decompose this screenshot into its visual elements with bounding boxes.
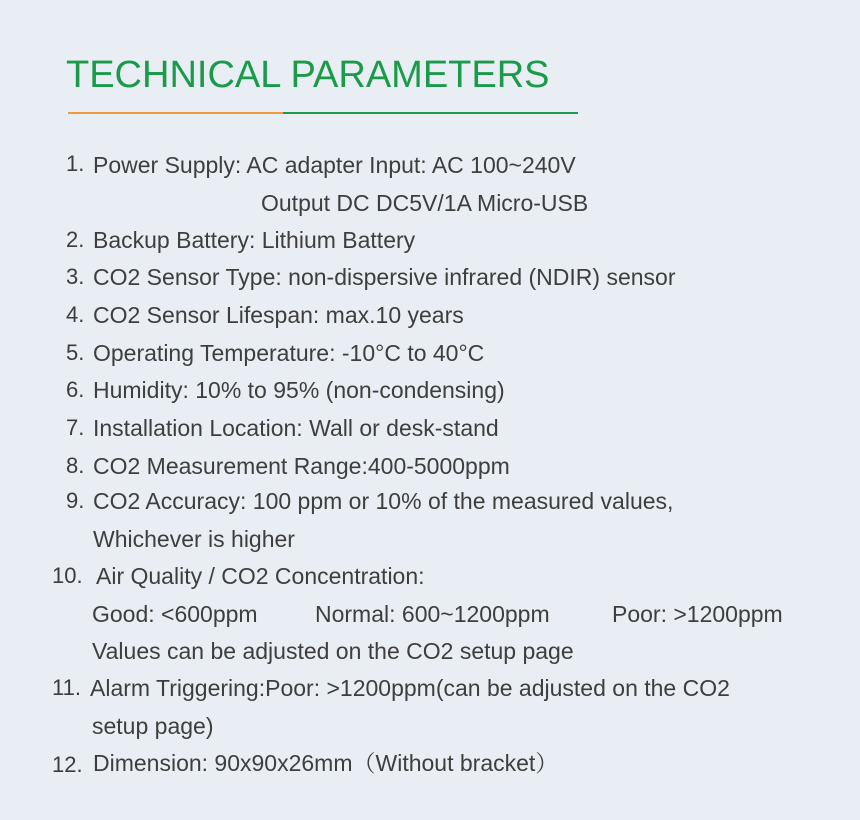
param-dimension: Dimension: 90x90x26mm（Without bracket）: [93, 750, 559, 776]
item-number: 11.: [52, 675, 81, 700]
item-number: 9.: [66, 488, 85, 513]
item-number: 7.: [66, 415, 85, 440]
page-title: TECHNICAL PARAMETERS: [66, 54, 550, 96]
item-number: 6.: [66, 377, 85, 402]
item-number: 1.: [66, 151, 85, 176]
param-operating-temperature: Operating Temperature: -10°C to 40°C: [93, 340, 485, 366]
air-quality-note: Values can be adjusted on the CO2 setup page: [92, 638, 574, 664]
param-backup-battery: Backup Battery: Lithium Battery: [93, 227, 416, 253]
air-quality-good: Good: <600ppm: [92, 601, 258, 627]
param-accuracy-continued: Whichever is higher: [93, 526, 295, 552]
param-humidity: Humidity: 10% to 95% (non-condensing): [93, 377, 505, 403]
item-number: 5.: [66, 340, 85, 365]
param-installation-location: Installation Location: Wall or desk-stand: [93, 415, 499, 441]
param-accuracy: CO2 Accuracy: 100 ppm or 10% of the measured values,: [93, 488, 674, 514]
param-sensor-lifespan: CO2 Sensor Lifespan: max.10 years: [93, 302, 464, 328]
param-alarm-triggering-continued: setup page): [92, 713, 214, 739]
air-quality-poor: Poor: >1200ppm: [612, 601, 783, 627]
item-number: 8.: [66, 453, 85, 478]
param-sensor-type: CO2 Sensor Type: non-dispersive infrared (NDIR) sensor: [93, 264, 676, 290]
param-measurement-range: CO2 Measurement Range:400-5000ppm: [93, 453, 510, 479]
item-number: 3.: [66, 264, 85, 289]
air-quality-normal: Normal: 600~1200ppm: [315, 601, 550, 627]
item-number: 12.: [52, 752, 83, 777]
item-number: 2.: [66, 227, 85, 252]
param-air-quality: Air Quality / CO2 Concentration:: [96, 563, 425, 589]
item-number: 4.: [66, 302, 85, 327]
param-power-supply-output: Output DC DC5V/1A Micro-USB: [261, 190, 589, 216]
item-number: 10.: [52, 563, 83, 588]
param-alarm-triggering: Alarm Triggering:Poor: >1200ppm(can be adjusted on the CO2: [90, 675, 730, 701]
param-power-supply: Power Supply: AC adapter Input: AC 100~240V: [93, 152, 576, 178]
